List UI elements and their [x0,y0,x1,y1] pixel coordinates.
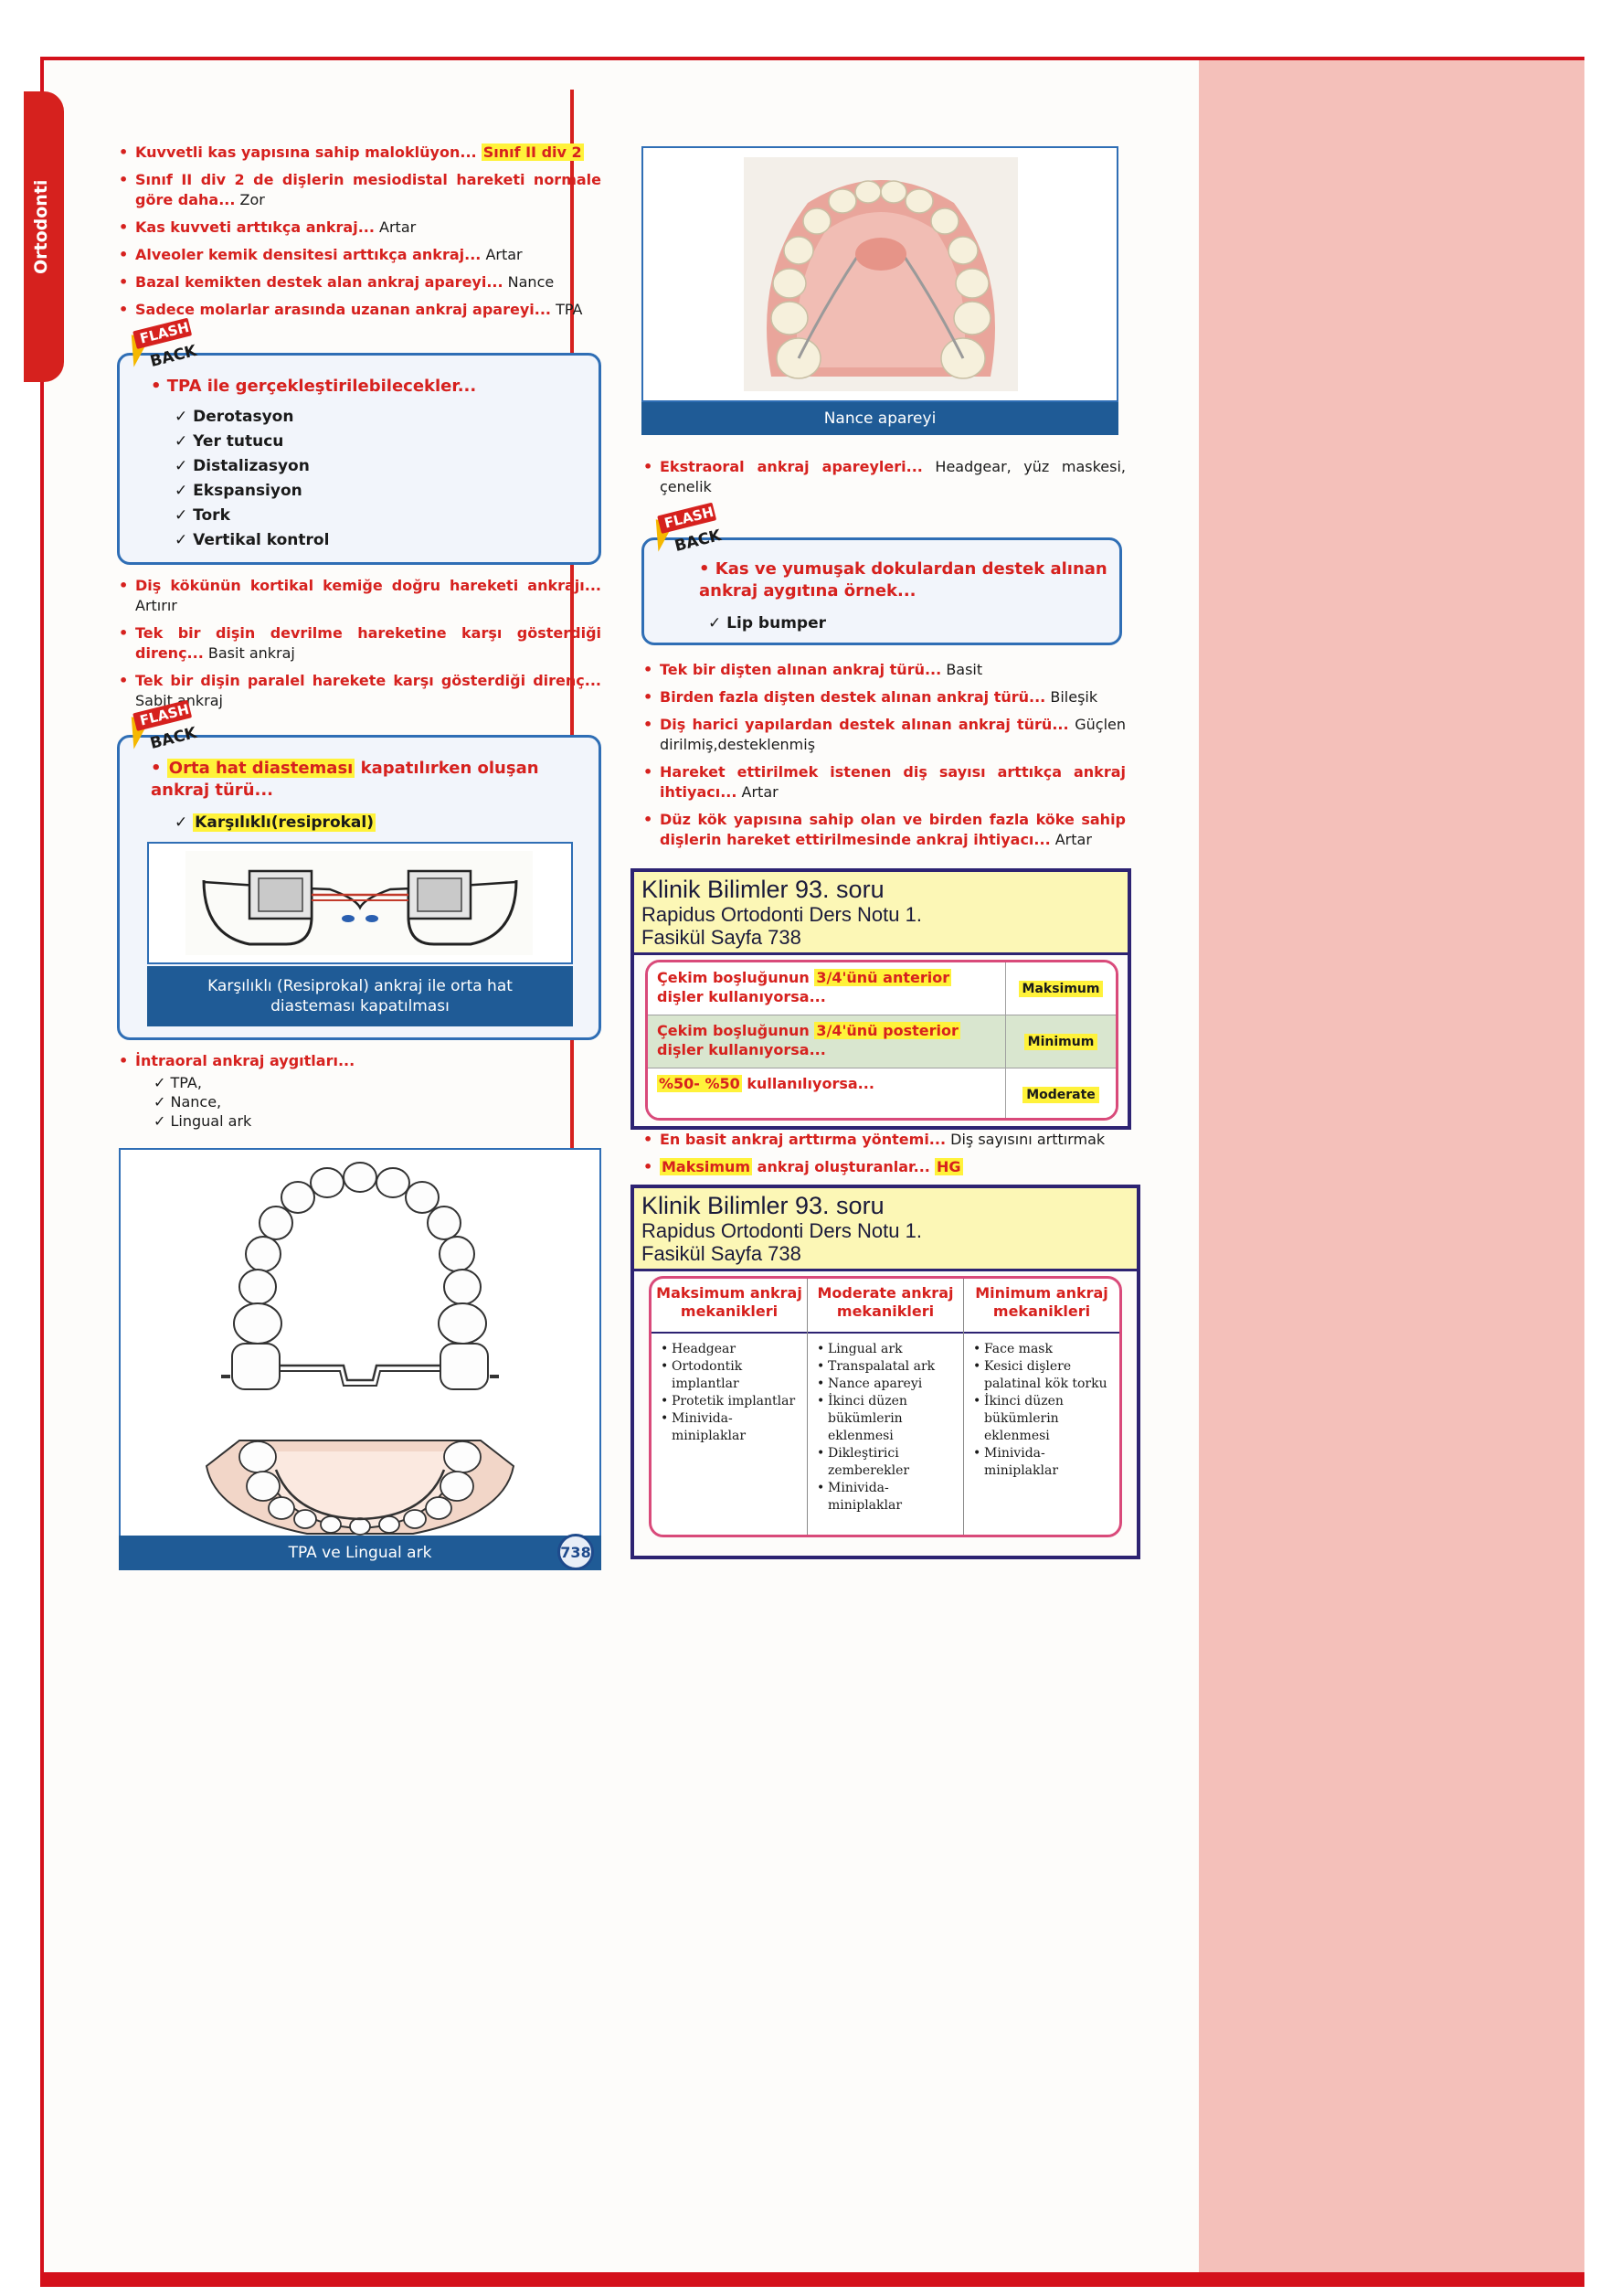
list-item [117,671,601,711]
column-header: Minimum ankraj mekanikleri [964,1279,1119,1334]
list-item [641,457,1126,497]
left-mid [117,576,601,718]
list-item [117,623,601,664]
check-item: ✓ Ekspansiyon [175,482,302,500]
intraoral-item: ✓ Lingual ark [154,1111,601,1131]
flash-label: FLASH [657,503,716,534]
tpa-lingual-image [119,1148,601,1547]
bracket-illustration [149,844,571,962]
mechanics-item: • Minivida-miniplaklar [815,1480,956,1515]
list-item [641,810,1126,850]
answer-text: Headgear, yüz maskesi, çenelik [660,458,1126,495]
question-text: Hareket ettirilmek istenen diş sayısı arttıkça ankraj ihtiyacı... [660,763,1126,801]
question-text: En basit ankraj arttırma yöntemi... [660,1131,947,1148]
mechanics-item: • Nance apareyi [815,1376,956,1393]
flashback-badge [137,318,199,371]
condition-post: dişler kullanıyorsa... [657,988,826,1005]
question-text: Alveoler kemik densitesi arttıkça ankraj... [135,246,482,263]
bullet-list-intraoral: • İntraoral ankraj aygıtları... [117,1051,601,1071]
flashback-heading: • TPA ile gerçekleştirilebilecekler... [151,377,477,396]
list-item [641,660,1126,680]
question-text: Sadece molarlar arasında uzanan ankraj apareyi... [135,301,551,318]
page-number: 738 [557,1534,594,1570]
klinik-header: Klinik Bilimler 93. soru Rapidus Ortodonti Ders Notu 1. Fasikül Sayfa 738 [634,872,1128,955]
mechanics-item: • Face mask [971,1341,1112,1358]
flash-label: FLASH [132,700,192,731]
mechanics-item: • Dikleştirici zemberekler [815,1445,956,1480]
intraoral-item: ✓ TPA, [154,1073,601,1092]
list-item [117,272,601,292]
dental-arch-illustration [121,1150,599,1545]
column-header: Maksimum ankraj mekanikleri [652,1279,807,1334]
question-text: Birden fazla dişten destek alınan ankraj türü... [660,688,1046,706]
list-item [117,300,601,320]
condition-pre: Çekim boşluğunun [657,969,815,986]
bullet-list-anchorage-types [641,660,1126,850]
list-item [641,1130,1126,1150]
flashback-heading: • Orta hat diasteması kapatılırken oluşan ankraj türü... [151,759,539,800]
flash-label: FLASH [132,318,192,349]
right-top [641,457,1126,505]
question-text: Diş kökünün kortikal kemiğe doğru hareketi ankrajı... [135,577,601,594]
answer-text: Artırır [135,597,177,614]
table-row [648,1015,1116,1068]
answer-text: Sabit ankraj [135,692,223,709]
bullet-list-top [117,143,601,320]
right-margin-panel [1199,60,1584,2272]
answer-text: Artar [485,246,523,263]
mechanics-list [652,1334,807,1452]
diagram-caption: Karşılıklı (Resiprokal) ankraj ile orta hat diasteması kapatılması [147,966,573,1026]
answer-text: Nance [507,273,555,291]
mechanics-list [964,1334,1119,1487]
table-row [648,962,1116,1015]
mechanics-item: • Kesici dişlere palatinal kök torku [971,1358,1112,1393]
nance-photo-illustration [643,148,1117,400]
column-header: Moderate ankraj mekanikleri [808,1279,963,1334]
klinik-box-1 [630,868,1131,1130]
flashback-box-lipbumper [641,537,1122,645]
mechanics-item: • Minivida-miniplaklar [971,1445,1112,1480]
list-item [117,245,601,265]
resiprokal-diagram [147,842,573,964]
result-cell [1006,1068,1116,1121]
list-item [641,715,1126,755]
bullet-list-mid [117,576,601,711]
check-item: ✓ Lip bumper [708,614,826,632]
condition-post: dişler kullanıyorsa... [657,1041,826,1058]
condition-highlight: 3/4'ünü anterior [816,969,950,986]
question-text: Tek bir dişten alınan ankraj türü... [660,661,942,678]
condition-pre: Çekim boşluğunun [657,1022,815,1039]
bullet-list-extraoral [641,457,1126,497]
nance-apparatus-image [641,146,1118,402]
list-item [117,576,601,616]
mechanics-column [652,1279,808,1535]
answer-text: TPA [556,301,583,318]
check-item: ✓ Vertikal kontrol [175,531,330,549]
question-text: Kuvvetli kas yapısına sahip maloklüyon... [135,144,477,161]
answer-text: Basit [946,661,983,678]
back-label: BACK [673,526,724,556]
mechanics-item: • Protetik implantlar [659,1393,800,1410]
answer-text: Artar [1054,831,1092,848]
left-column [117,143,601,327]
flashback-box-diastema [117,735,601,1040]
condition-cell [648,1015,1006,1068]
list-item [641,1157,1126,1177]
answer-text: Diş sayısını arttırmak [950,1131,1106,1148]
result-cell [1006,1015,1116,1068]
anchorage-ratio-table [645,960,1118,1121]
list-item [641,687,1126,707]
question-text: Bazal kemikten destek alan ankraj apareyi... [135,273,503,291]
check-item: ✓ Karşılıklı(resiprokal) [175,813,374,832]
question-text: ankraj oluşturanlar... [752,1158,930,1175]
back-label: BACK [148,724,199,753]
question-text: Sınıf II div 2 de dişlerin mesiodistal hareketi normale göre daha... [135,171,601,208]
mechanics-item: • Transpalatal ark [815,1358,956,1376]
condition-highlight: %50- %50 [659,1075,740,1092]
intraoral-checklist [117,1073,601,1131]
condition-cell [648,962,1006,1015]
nance-caption: Nance apareyi [641,402,1118,435]
answer-text: Güçlen dirilmiş,desteklenmiş [660,716,1126,753]
intraoral-item: ✓ Nance, [154,1092,601,1111]
klinik-header: Klinik Bilimler 93. soru Rapidus Ortodonti Ders Notu 1. Fasikül Sayfa 738 [634,1188,1137,1271]
klinik-box-2 [630,1185,1140,1559]
list-item [117,218,601,238]
condition-highlight: 3/4'ünü posterior [816,1022,959,1039]
answer-text: Artar [741,783,779,801]
mechanics-list [808,1334,963,1522]
question-highlight: Maksimum [662,1158,751,1175]
flashback-badge [137,700,199,753]
tpa-caption: TPA ve Lingual ark [119,1536,601,1570]
list-item [117,143,601,163]
question-text: Diş harici yapılardan destek alınan ankraj türü... [660,716,1069,733]
result-value: Moderate [1022,1087,1099,1103]
question-text: Kas kuvveti arttıkça ankraj... [135,218,375,236]
right-mid [641,660,1126,857]
anchorage-mechanics-table [649,1276,1122,1537]
right-low [641,1130,1126,1185]
checklist [120,405,329,553]
mechanics-column [964,1279,1119,1535]
mechanics-column [808,1279,964,1535]
mechanics-item: • Headgear [659,1341,800,1358]
bullet-list-max [641,1130,1126,1177]
condition-post: kullanılıyorsa... [741,1075,874,1092]
back-label: BACK [148,342,199,371]
answer-text: Bileşik [1050,688,1098,706]
mechanics-item: • Lingual ark [815,1341,956,1358]
check-item: ✓ Tork [175,506,230,525]
mechanics-item: • İkinci düzen bükümlerin eklenmesi [971,1393,1112,1445]
result-value: Minimum [1024,1034,1098,1050]
answer-text: Sınıf II div 2 [482,144,582,161]
list-item [117,170,601,210]
section-side-tab [24,91,64,382]
flashback-heading: • Kas ve yumuşak dokulardan destek alınan ankraj aygıtına örnek... [699,559,1107,601]
list-item [641,762,1126,803]
mechanics-item: • İkinci düzen bükümlerin eklenmesi [815,1393,956,1445]
answer-text: Basit ankraj [207,644,295,662]
question-text: Düz kök yapısına sahip olan ve birden fazla köke sahip dişlerin hareket ettirilmesinde ankraj ihtiyacı... [660,811,1126,848]
condition-cell [648,1068,1006,1121]
question-text: Tek bir dişin devrilme hareketine karşı gösterdiği direnç... [135,624,601,662]
result-value: Maksimum [1019,981,1104,997]
intraoral-block [117,1051,601,1131]
mechanics-item: • Minivida-miniplaklar [659,1410,800,1445]
check-item: ✓ Derotasyon [175,408,294,426]
question-text: Tek bir dişin paralel harekete karşı gösterdiği direnç... [135,672,601,689]
table-row [648,1068,1116,1121]
answer-text: Artar [379,218,417,236]
check-item: ✓ Yer tutucu [175,432,284,451]
question-text: Ekstraoral ankraj apareyleri... [660,458,923,475]
answer-text: HG [936,1158,961,1175]
answer-text: Zor [239,191,265,208]
check-item: ✓ Distalizasyon [175,457,310,475]
flashback-box-tpa [117,353,601,565]
section-label: Ortodonti [31,179,51,274]
flashback-badge [662,503,724,556]
result-cell [1006,962,1116,1015]
mechanics-item: • Ortodontik implantlar [659,1358,800,1393]
